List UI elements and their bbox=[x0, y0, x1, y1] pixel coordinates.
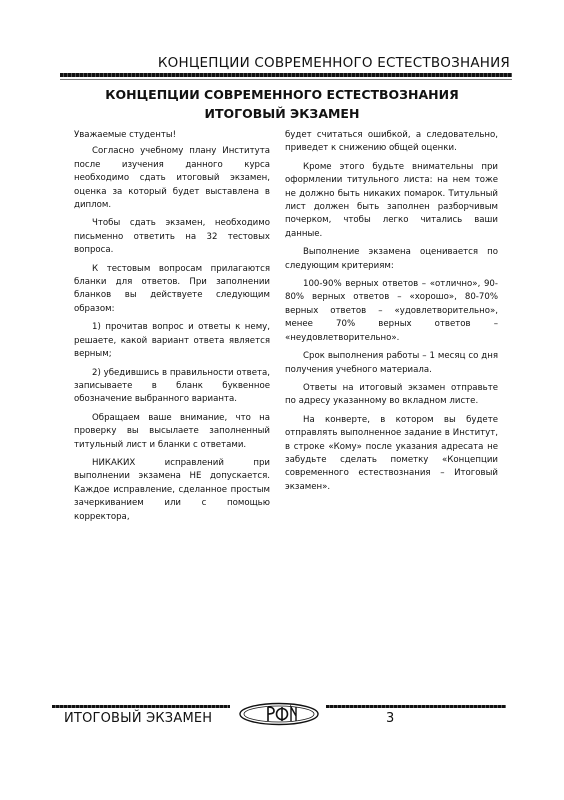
paragraph: Чтобы сдать экзамен, необходимо письменно ответить на 32 тестовых вопроса. bbox=[74, 218, 270, 256]
greeting: Уважаемые студенты! bbox=[74, 130, 177, 140]
paragraph: Срок выполнения работы – 1 месяц со дня получения учебного материала. bbox=[285, 351, 498, 375]
institute-logo-icon bbox=[238, 702, 320, 726]
paragraph: будет считаться ошибкой, а следовательно, приведет к снижению общей оценки. bbox=[285, 130, 498, 154]
paragraph: Кроме этого будьте внимательны при оформлении титульного листа: на нем тоже не должно быть никаких помарок. Титульный лист должен быть заполнен разборчивым почерком, чтобы легко читались ваши данные. bbox=[285, 161, 498, 239]
paragraph: 2) убедившись в правильности ответа, записываете в бланк буквенное обозначение выбранного варианта. bbox=[74, 367, 270, 405]
paragraph: НИКАКИХ исправлений при выполнении экзамена НЕ допускается. Каждое исправление, сделанное простым зачеркиванием или с помощью корректора, bbox=[74, 457, 270, 522]
footer-rule-right bbox=[326, 705, 506, 708]
page-number: 3 bbox=[386, 711, 395, 726]
header-rule-thin bbox=[60, 79, 512, 80]
document-subtitle: ИТОГОВЫЙ ЭКЗАМЕН bbox=[204, 106, 360, 121]
paragraph: К тестовым вопросам прилагаются бланки для ответов. При заполнении бланков вы действуете следующим образом: bbox=[74, 263, 270, 314]
paragraph: На конверте, в котором вы будете отправлять выполненное задание в Институт, в строке «Кому» после указания адресата не забудьте сделать пометку «Концепции современного естествознания – Итоговый экзамен». bbox=[285, 414, 498, 492]
header-rule bbox=[60, 73, 512, 77]
running-title: КОНЦЕПЦИИ СОВРЕМЕННОГО ЕСТЕСТВОЗНАНИЯ bbox=[157, 55, 510, 71]
paragraph: 1) прочитав вопрос и ответы к нему, решаете, какой вариант ответа является верным; bbox=[74, 322, 270, 360]
paragraph: Согласно учебному плану Института после изучения данного курса необходимо сдать итоговый экзамен, оценка за который будет выставлена в диплом. bbox=[74, 146, 270, 211]
paragraph: Выполнение экзамена оценивается по следующим критериям: bbox=[285, 247, 498, 271]
right-column bbox=[285, 129, 498, 499]
footer-title: ИТОГОВЫЙ ЭКЗАМЕН bbox=[64, 711, 213, 726]
document-title: КОНЦЕПЦИИ СОВРЕМЕННОГО ЕСТЕСТВОЗНАНИЯ bbox=[105, 87, 459, 102]
paragraph: Ответы на итоговый экзамен отправьте по адресу указанному во вкладном листе. bbox=[285, 382, 498, 407]
grading-criteria: 100-90% верных ответов – «отлично», 90-80% верных ответов – «хорошо», 80-70% верных ответов – «удовлетворительно», менее 70% верных ответов – «неудовлетворительно». bbox=[285, 279, 498, 343]
footer-rule-left bbox=[52, 705, 230, 708]
paragraph: Обращаем ваше внимание, что на проверку вы высылаете заполненный титульный лист и бланки с ответами. bbox=[74, 412, 270, 450]
left-column bbox=[74, 129, 270, 529]
